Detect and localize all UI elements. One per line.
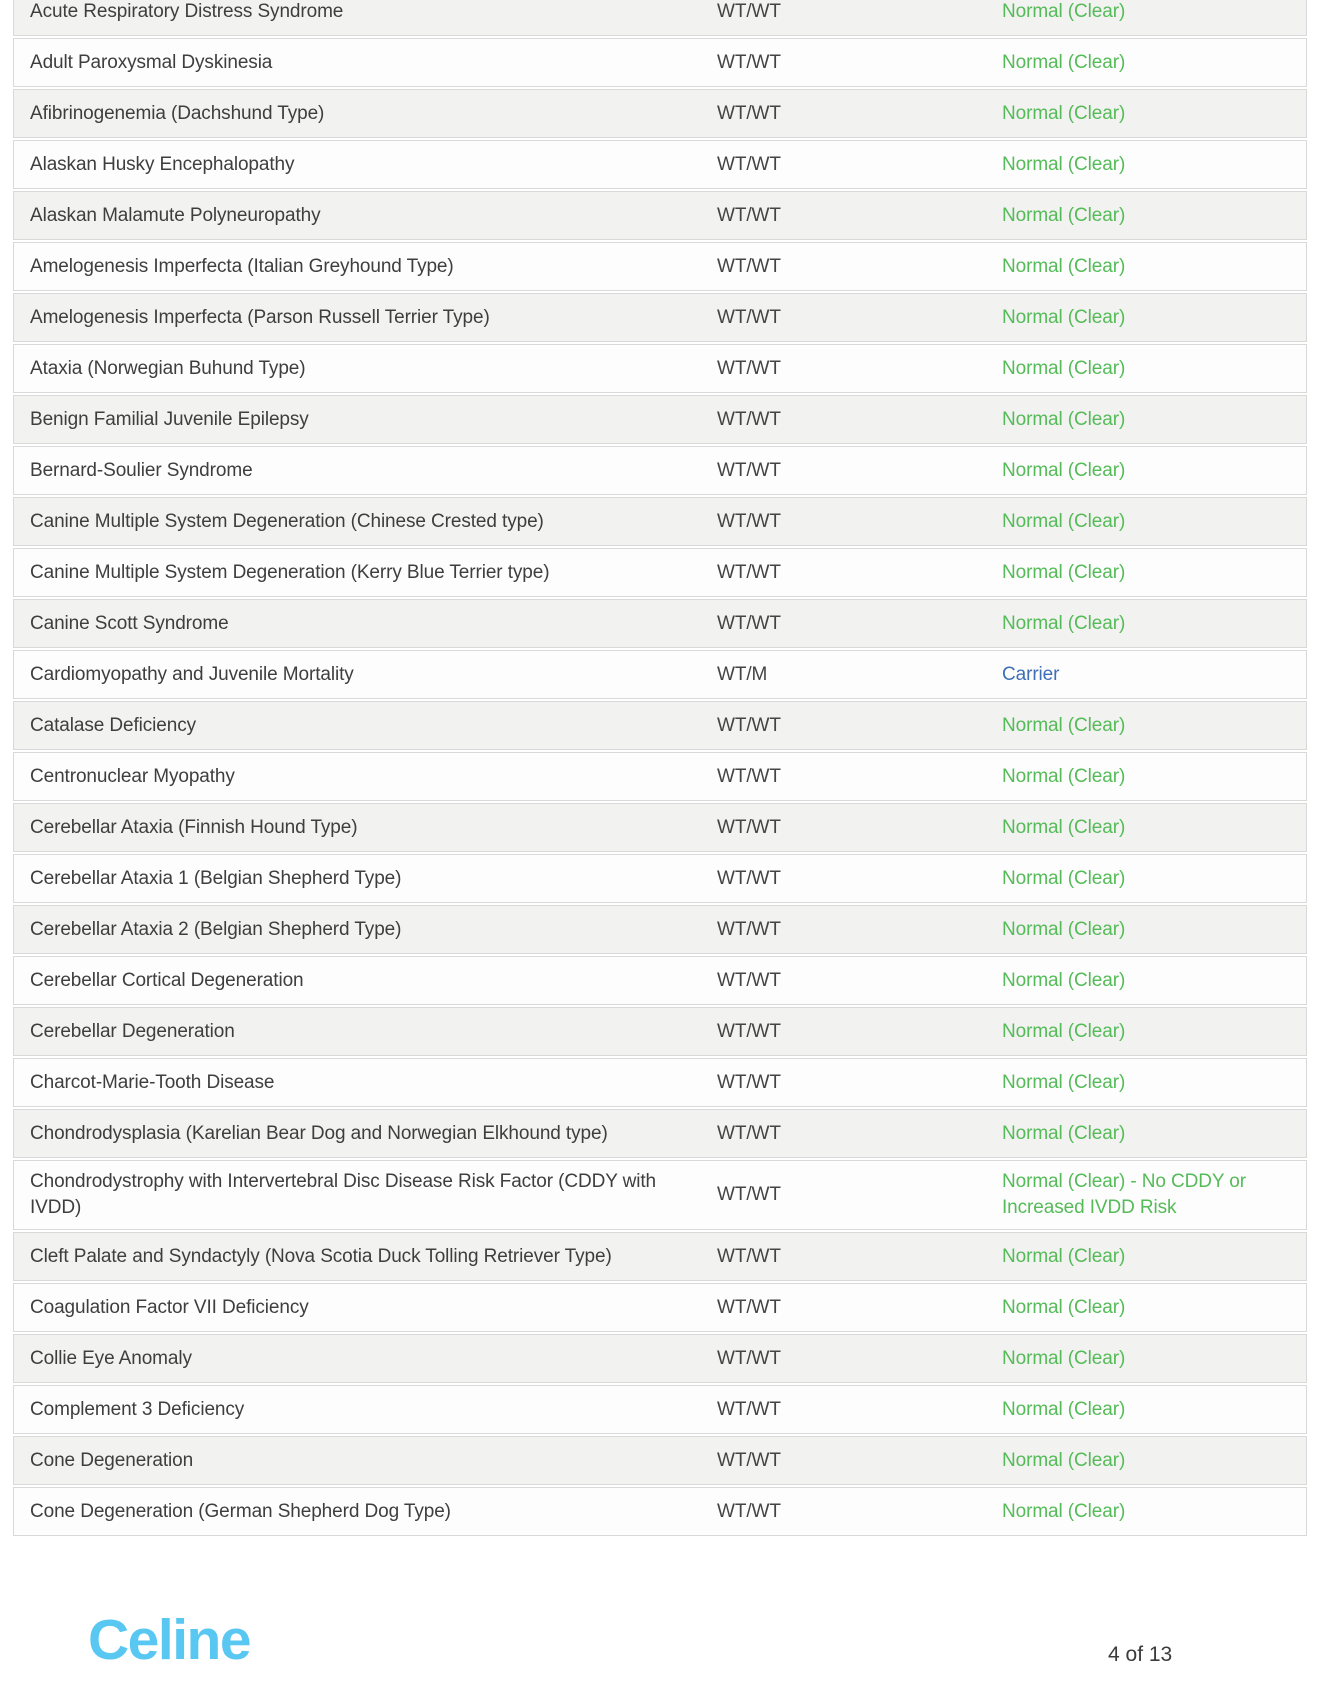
genotype-value: WT/WT (717, 459, 781, 481)
genotype-value: WT/WT (717, 1296, 781, 1318)
result-value: Normal (Clear) (1002, 714, 1126, 736)
result-value: Normal (Clear) (1002, 816, 1126, 838)
condition-name: Amelogenesis Imperfecta (Parson Russell Terrier Type) (30, 306, 490, 328)
genotype-value: WT/WT (717, 357, 781, 379)
genotype-value: WT/WT (717, 1071, 781, 1093)
table-row (13, 1436, 1307, 1485)
table-row (13, 803, 1307, 852)
genotype-value: WT/WT (717, 1245, 781, 1267)
condition-name: Cardiomyopathy and Juvenile Mortality (30, 663, 354, 685)
table-row (13, 1487, 1307, 1536)
table-row (13, 89, 1307, 138)
condition-name: Alaskan Malamute Polyneuropathy (30, 204, 321, 226)
table-row (13, 854, 1307, 903)
condition-name: Cerebellar Ataxia (Finnish Hound Type) (30, 816, 358, 838)
result-value: Normal (Clear) (1002, 1020, 1126, 1042)
result-value: Normal (Clear) (1002, 765, 1126, 787)
table-row (13, 446, 1307, 495)
condition-name: Bernard-Soulier Syndrome (30, 459, 253, 481)
condition-name: Canine Multiple System Degeneration (Kerry Blue Terrier type) (30, 561, 550, 583)
genotype-value: WT/WT (717, 1020, 781, 1042)
table-row (13, 1283, 1307, 1332)
genotype-value: WT/WT (717, 561, 781, 583)
result-value: Normal (Clear) - No CDDY or Increased IVDD Risk (1002, 1171, 1246, 1218)
result-value: Normal (Clear) (1002, 1071, 1126, 1093)
result-value: Normal (Clear) (1002, 1122, 1126, 1144)
result-value: Normal (Clear) (1002, 0, 1126, 22)
genotype-value: WT/WT (717, 1449, 781, 1471)
condition-name: Canine Scott Syndrome (30, 612, 229, 634)
genotype-value: WT/WT (717, 153, 781, 175)
result-value: Normal (Clear) (1002, 612, 1126, 634)
condition-name: Cone Degeneration (30, 1449, 194, 1471)
table-row (13, 140, 1307, 189)
condition-name: Cleft Palate and Syndactyly (Nova Scotia Duck Tolling Retriever Type) (30, 1245, 612, 1267)
genotype-value: WT/WT (717, 1184, 781, 1205)
table-row (13, 701, 1307, 750)
condition-name: Cerebellar Ataxia 1 (Belgian Shepherd Type) (30, 867, 402, 889)
table-row (13, 0, 1307, 36)
genotype-value: WT/WT (717, 867, 781, 889)
table-row (13, 599, 1307, 648)
table-row (13, 395, 1307, 444)
table-row (13, 1160, 1307, 1230)
condition-name: Chondrodysplasia (Karelian Bear Dog and Norwegian Elkhound type) (30, 1122, 608, 1144)
condition-name: Chondrodystrophy with Intervertebral Disc Disease Risk Factor (CDDY with IVDD) (30, 1171, 656, 1218)
table-row (13, 905, 1307, 954)
result-value: Normal (Clear) (1002, 459, 1126, 481)
genotype-value: WT/WT (717, 1122, 781, 1144)
genotype-value: WT/WT (717, 765, 781, 787)
genotype-value: WT/WT (717, 918, 781, 940)
genotype-value: WT/WT (717, 306, 781, 328)
table-row (13, 191, 1307, 240)
result-value: Normal (Clear) (1002, 1245, 1126, 1267)
result-value: Normal (Clear) (1002, 1449, 1126, 1471)
table-row (13, 548, 1307, 597)
table-row (13, 650, 1307, 699)
condition-name: Canine Multiple System Degeneration (Chinese Crested type) (30, 510, 544, 532)
table-row (13, 38, 1307, 87)
genotype-value: WT/WT (717, 969, 781, 991)
table-row (13, 242, 1307, 291)
result-value: Normal (Clear) (1002, 867, 1126, 889)
result-value: Normal (Clear) (1002, 102, 1126, 124)
table-row (13, 1007, 1307, 1056)
genotype-value: WT/WT (717, 1398, 781, 1420)
result-value: Normal (Clear) (1002, 1500, 1126, 1522)
celine-logo: Celine (88, 1608, 251, 1672)
result-value: Normal (Clear) (1002, 1296, 1126, 1318)
result-value: Normal (Clear) (1002, 408, 1126, 430)
table-row (13, 956, 1307, 1005)
result-value: Carrier (1002, 663, 1060, 685)
table-row (13, 1058, 1307, 1107)
genotype-value: WT/WT (717, 255, 781, 277)
genotype-value: WT/M (717, 663, 768, 685)
table-row (13, 1109, 1307, 1158)
condition-name: Ataxia (Norwegian Buhund Type) (30, 357, 306, 379)
condition-name: Benign Familial Juvenile Epilepsy (30, 408, 309, 430)
condition-name: Adult Paroxysmal Dyskinesia (30, 51, 273, 73)
result-value: Normal (Clear) (1002, 510, 1126, 532)
condition-name: Cerebellar Ataxia 2 (Belgian Shepherd Type) (30, 918, 402, 940)
result-value: Normal (Clear) (1002, 357, 1126, 379)
result-value: Normal (Clear) (1002, 1347, 1126, 1369)
genotype-value: WT/WT (717, 0, 781, 22)
genotype-value: WT/WT (717, 408, 781, 430)
result-value: Normal (Clear) (1002, 1398, 1126, 1420)
table-row (13, 1232, 1307, 1281)
condition-name: Acute Respiratory Distress Syndrome (30, 0, 344, 22)
condition-name: Cerebellar Cortical Degeneration (30, 969, 304, 991)
table-row (13, 497, 1307, 546)
condition-name: Cerebellar Degeneration (30, 1020, 235, 1042)
table-row (13, 1385, 1307, 1434)
table-row (13, 293, 1307, 342)
genotype-value: WT/WT (717, 1500, 781, 1522)
health-conditions-table (13, 0, 1307, 1538)
result-value: Normal (Clear) (1002, 918, 1126, 940)
result-value: Normal (Clear) (1002, 51, 1126, 73)
result-value: Normal (Clear) (1002, 969, 1126, 991)
condition-name: Amelogenesis Imperfecta (Italian Greyhound Type) (30, 255, 454, 277)
result-value: Normal (Clear) (1002, 561, 1126, 583)
genotype-value: WT/WT (717, 51, 781, 73)
condition-name: Coagulation Factor VII Deficiency (30, 1296, 309, 1318)
genotype-value: WT/WT (717, 510, 781, 532)
result-value: Normal (Clear) (1002, 306, 1126, 328)
genotype-value: WT/WT (717, 612, 781, 634)
genotype-value: WT/WT (717, 714, 781, 736)
condition-name: Complement 3 Deficiency (30, 1398, 245, 1420)
table-row (13, 1334, 1307, 1383)
genotype-value: WT/WT (717, 204, 781, 226)
result-value: Normal (Clear) (1002, 153, 1126, 175)
condition-name: Alaskan Husky Encephalopathy (30, 153, 295, 175)
result-value: Normal (Clear) (1002, 255, 1126, 277)
result-value: Normal (Clear) (1002, 204, 1126, 226)
table-row (13, 752, 1307, 801)
genotype-value: WT/WT (717, 1347, 781, 1369)
condition-name: Catalase Deficiency (30, 714, 197, 736)
condition-name: Centronuclear Myopathy (30, 765, 235, 787)
genotype-value: WT/WT (717, 816, 781, 838)
page-indicator: 4 of 13 (1108, 1643, 1173, 1666)
genotype-value: WT/WT (717, 102, 781, 124)
table-row (13, 344, 1307, 393)
condition-name: Charcot-Marie-Tooth Disease (30, 1071, 275, 1093)
condition-name: Afibrinogenemia (Dachshund Type) (30, 102, 325, 124)
condition-name: Cone Degeneration (German Shepherd Dog Type) (30, 1500, 451, 1522)
condition-name: Collie Eye Anomaly (30, 1347, 192, 1369)
